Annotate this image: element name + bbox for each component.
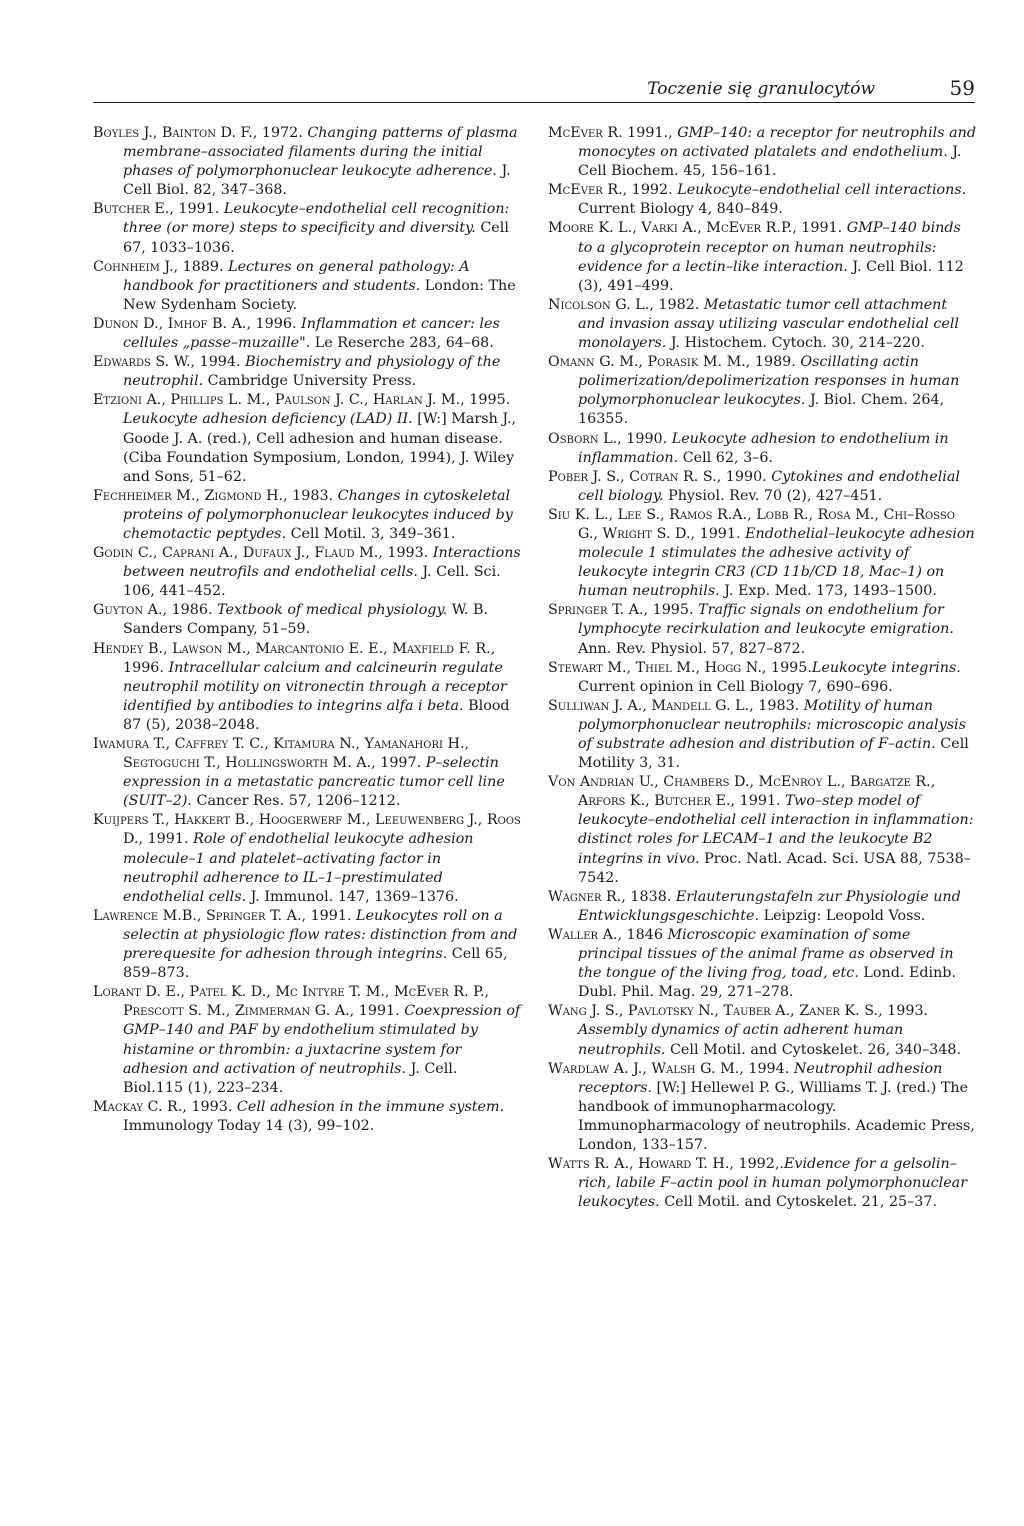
reference-authors: Edwards S. W., 1994. [93,354,241,371]
reference-entry [548,1155,976,1212]
reference-title: P–selectin expression in a metastatic pancreatic tumor cell line (SUIT–2). [123,755,505,810]
reference-entry [93,315,521,353]
reference-source: Cancer Res. 57, 1206–1212. [191,793,401,810]
reference-entry [548,926,976,1002]
reference-title: Metastatic tumor cell attachment and invasion assay utilizing vascular endothelial cell monolayers. [578,296,959,352]
reference-entry [548,219,976,295]
reference-source: Current Biology 4, 840–849. [578,201,783,218]
reference-entry [93,391,521,486]
reference-title: Oscillating actin polimerization/depolimerization responses in human polymorphonuclear leukocytes. [578,354,960,409]
reference-source: Proc. Natl. Acad. Sci. USA 88, 7538–7542. [578,850,971,886]
reference-source: W. B. Sanders Company, 51–59. [123,602,489,638]
reference-authors: Moore K. L., Varki A., McEver R.P., 1991. [548,220,843,237]
reference-source: Physiol. Rev. 70 (2), 427–451. [663,487,883,504]
reference-title: Changing patterns of plasma membrane–associated filaments during the initial phases of polymorphonuclear leukocyte adherence. [123,125,518,180]
reference-title: Leukocyte adhesion to endothelium in inflammation. [578,430,949,466]
reference-title: GMP–140: a receptor for neutrophils and monocytes on activated platalets and endothelium. [578,125,977,161]
reference-entry [93,907,521,983]
reference-title: Leukocyte adhesion deficiency (LAD) II. [123,411,413,428]
reference-title: Interactions between neutrofils and endothelial cells. [123,545,521,581]
reference-source: Cell Motility 3, 31. [578,736,969,772]
reference-entry [93,735,521,811]
reference-authors: Lawrence M.B., Springer T. A., 1991. [93,907,352,924]
reference-source: Current opinion in Cell Biology 7, 690–696. [578,678,893,695]
reference-title: Cell adhesion in the immune system. [232,1098,505,1115]
reference-entry [548,1002,976,1059]
reference-authors: Mackay C. R., 1993. [93,1098,233,1115]
reference-title: Biochemistry and physiology of the neutrophil. [123,354,501,390]
reference-title: Assembly dynamics of actin adherent human neutrophils. [578,1022,904,1058]
reference-authors: Dunon D., Imhof B. A., 1996. [93,315,297,332]
reference-entry [548,353,976,429]
reference-title: Inflammation et cancer: les cellules „passe–muzaille". [123,315,500,352]
reference-title: Role of endothelial leukocyte adhesion molecule–1 and platelet–activating factor in neutrophil adherence to IL–1–prestimulated endothelial cells. [123,831,474,905]
reference-source: J. Cell Biochem. 45, 156–161. [578,144,962,180]
reference-authors: Etzioni A., Phillips L. M., Paulson J. C., Harlan J. M., 1995. [93,392,511,409]
reference-entry [93,601,521,639]
reference-source: J. Cell. Sci. 106, 441–452. [123,564,501,600]
reference-source: Le Reserche 283, 64–68. [310,335,494,352]
reference-title: Lectures on general pathology: A handbook for practitioners and students. [123,258,470,294]
reference-entry [93,544,521,601]
reference-authors: Wardlaw A. J., Walsh G. M., 1994. [548,1060,790,1077]
reference-title: Leukocyte–endothelial cell interactions. [672,182,967,199]
reference-title: Microscopic examination of some principal tissues of the animal frame as observed in the tongue of the living frog, toad, etc. [578,926,954,982]
reference-title: .Evidence for a gelsolin–rich, labile F–actin pool in human polymorphonuclear leukocytes. [578,1156,968,1211]
reference-entry [93,1098,521,1136]
reference-title: Leukocyte integrins. [811,659,961,676]
reference-source: J. Cell Biol. 112 (3), 491–499. [578,258,964,294]
reference-authors: Godin C., Caprani A., Dufaux J., Flaud M., 1993. [93,545,429,562]
reference-title: Motility of human polymorphonuclear neutrophils: microscopic analysis of substrate adhesion and distribution of F–actin. [578,697,966,752]
reference-authors: Siu K. L., Lee S., Ramos R.A., Lobb R., Rosa M., Chi–Rosso G., Wright S. D., 1991. [548,506,955,542]
reference-source: Cell 65, 859–873. [123,946,508,982]
reference-authors: Wagner R., 1838. [548,888,672,905]
reference-authors: Wang J. S., Pavlotsky N., Tauber A., Zaner K. S., 1993. [548,1003,929,1020]
reference-source: Cell 62, 3–6. [678,449,773,466]
reference-authors: Lorant D. E., Patel K. D., Mc Intyre T. M., McEver R. P., Prescott S. M., Zimmerman G. A., 1991. [93,984,489,1020]
reference-title: Leukocyte–endothelial cell recognition: three (or more) steps to specificity and diversity. [123,201,510,237]
reference-authors: McEver R., 1992. [548,182,673,199]
reference-authors: Guyton A., 1986. [93,602,213,619]
references-left-column [93,124,521,1136]
reference-entry [548,296,976,353]
reference-entry [548,697,976,773]
reference-source: J. Immunol. 147, 1369–1376. [246,888,459,905]
reference-title: Two–step model of leukocyte–endothelial cell interaction in inflammation: distinct roles for LECAM–1 and the leukocyte B2 integrins in vivo. [578,793,974,867]
reference-authors: Watts R. A., Howard T. H., 1992, [548,1156,780,1173]
reference-entry [93,124,521,200]
reference-title: Neutrophil adhesion receptors. [578,1060,943,1096]
page-number: 59 [949,76,975,100]
reference-entry [93,353,521,391]
reference-authors: Iwamura T., Caffrey T. C., Kitamura N., Yamanahori H., Segtoguchi T., Hollingsworth M. A., 1997. [93,736,470,772]
reference-authors: Osborn L., 1990. [548,430,668,447]
reference-entry [93,983,521,1098]
reference-authors: Stewart M., Thiel M., Hogg N., 1995. [548,659,812,676]
reference-entry [93,487,521,544]
reference-entry [548,506,976,601]
reference-entry [548,430,976,468]
reference-source: Cell Motil. 3, 349–361. [286,525,456,542]
reference-source: J. Exp. Med. 173, 1493–1500. [719,583,937,600]
reference-authors: Pober J. S., Cotran R. S., 1990. [548,468,767,485]
reference-entry [548,773,976,888]
reference-authors: Butcher E., 1991. [93,201,220,218]
reference-authors: Omann G. M., Porasik M. M., 1989. [548,354,796,371]
reference-source: Blood 87 (5), 2038–2048. [123,697,510,733]
reference-entry [548,659,976,697]
reference-title: Changes in cytoskeletal proteins of polymorphonuclear leukocytes induced by chemotactic peptydes. [123,487,513,542]
reference-authors: Waller A., 1846 [548,926,663,943]
reference-entry [93,811,521,906]
reference-source: Cell Motil. and Cytoskelet. 21, 25–37. [659,1194,938,1211]
reference-entry [548,1060,976,1155]
reference-source: London: The New Sydenham Society. [123,277,516,313]
reference-source: [W:] Hellewel P. G., Williams T. J. (red.) The handbook of immunopharmacology. Immunopharmacology of neutrophils. Academic Press, London, 133–157. [578,1079,975,1153]
reference-title: Leukocytes roll on a selectin at physiologic flow rates: distinction from and prerequesite for adhesion through integrins. [123,907,518,963]
reference-source: [W:] Marsh J., Goode J. A. (red.), Cell adhesion and human disease. (Ciba Foundation Symposium, London, 1994), J. Wiley and Sons, 51–62. [123,411,517,485]
reference-entry [548,468,976,506]
reference-authors: Sulliwan J. A., Mandell G. L., 1983. [548,697,800,714]
reference-title: GMP–140 binds to a glycoprotein receptor on human neutrophils: evidence for a lectin–like interaction. [578,220,961,275]
reference-source: J. Cell Biol. 82, 347–368. [123,163,511,199]
reference-entry [93,640,521,735]
reference-authors: Nicolson G. L., 1982. [548,296,700,313]
reference-source: J. Histochem. Cytoch. 30, 214–220. [666,335,925,352]
running-header [93,76,975,103]
reference-entry [548,181,976,219]
reference-title: Erlauterungstafeln zur Physiologie und Entwicklungsgeschichte. [578,888,961,924]
reference-authors: Cohnheim J., 1889. [93,258,224,275]
reference-authors: Von Andrian U., Chambers D., McEnroy L., Bargatze R., Arfors K., Butcher E., 1991. [548,774,936,810]
reference-title: Traffic signals on endothelium for lymphocyte recirkulation and leukocyte emigration. [578,602,954,638]
reference-title: Coexpression of GMP–140 and PAF by endothelium stimulated by histamine or thrombin: a juxtacrine system for adhesion and activation of neutrophils. [123,1003,521,1077]
reference-source: Cambridge University Press. [203,373,417,390]
reference-authors: Fechheimer M., Zigmond H., 1983. [93,487,334,504]
reference-source: Leipzig: Leopold Voss. [759,907,926,924]
reference-entry [93,200,521,257]
reference-authors: Hendey B., Lawson M., Marcantonio E. E., Maxfield F. R., 1996. [93,640,496,676]
reference-authors: Boyles J., Bainton D. F., 1972. [93,125,303,141]
reference-source: Ann. Rev. Physiol. 57, 827–872. [578,640,806,657]
reference-title: Endothelial–leukocyte adhesion molecule 1 stimulates the adhesive activity of leukocyte integrin CR3 (CD 11b/CD 18, Mac–1) on human neutrophils. [578,525,975,600]
reference-source: J. Biol. Chem. 264, 16355. [578,392,945,428]
reference-title: Intracellular calcium and calcineurin regulate neutrophil motility on vitronectin through a receptor identified by antibodies to integrins alfa i beta. [123,659,507,714]
reference-source: Cell Motil. and Cytoskelet. 26, 340–348. [665,1041,961,1058]
reference-source: Immunology Today 14 (3), 99–102. [123,1117,375,1134]
reference-entry [548,124,976,181]
reference-title: Textbook of medical physiology. [212,602,448,619]
reference-source: J. Cell. Biol.115 (1), 223–234. [123,1060,458,1096]
running-title: Toczenie się granulocytów [647,79,875,99]
reference-authors: McEver R. 1991., [548,125,673,141]
reference-entry [548,601,976,658]
reference-source: Cell 67, 1033–1036. [123,220,509,256]
reference-title: Cytokines and endothelial cell biology. [578,468,960,504]
reference-entry [93,258,521,315]
reference-authors: Springer T. A., 1995. [548,602,694,619]
references-right-column [548,124,976,1212]
reference-entry [548,888,976,926]
reference-source: Lond. Edinb. Dubl. Phil. Mag. 29, 271–278. [578,965,957,1001]
reference-authors: Kuijpers T., Hakkert B., Hoogerwerf M., Leeuwenberg J., Roos D., 1991. [93,812,521,848]
